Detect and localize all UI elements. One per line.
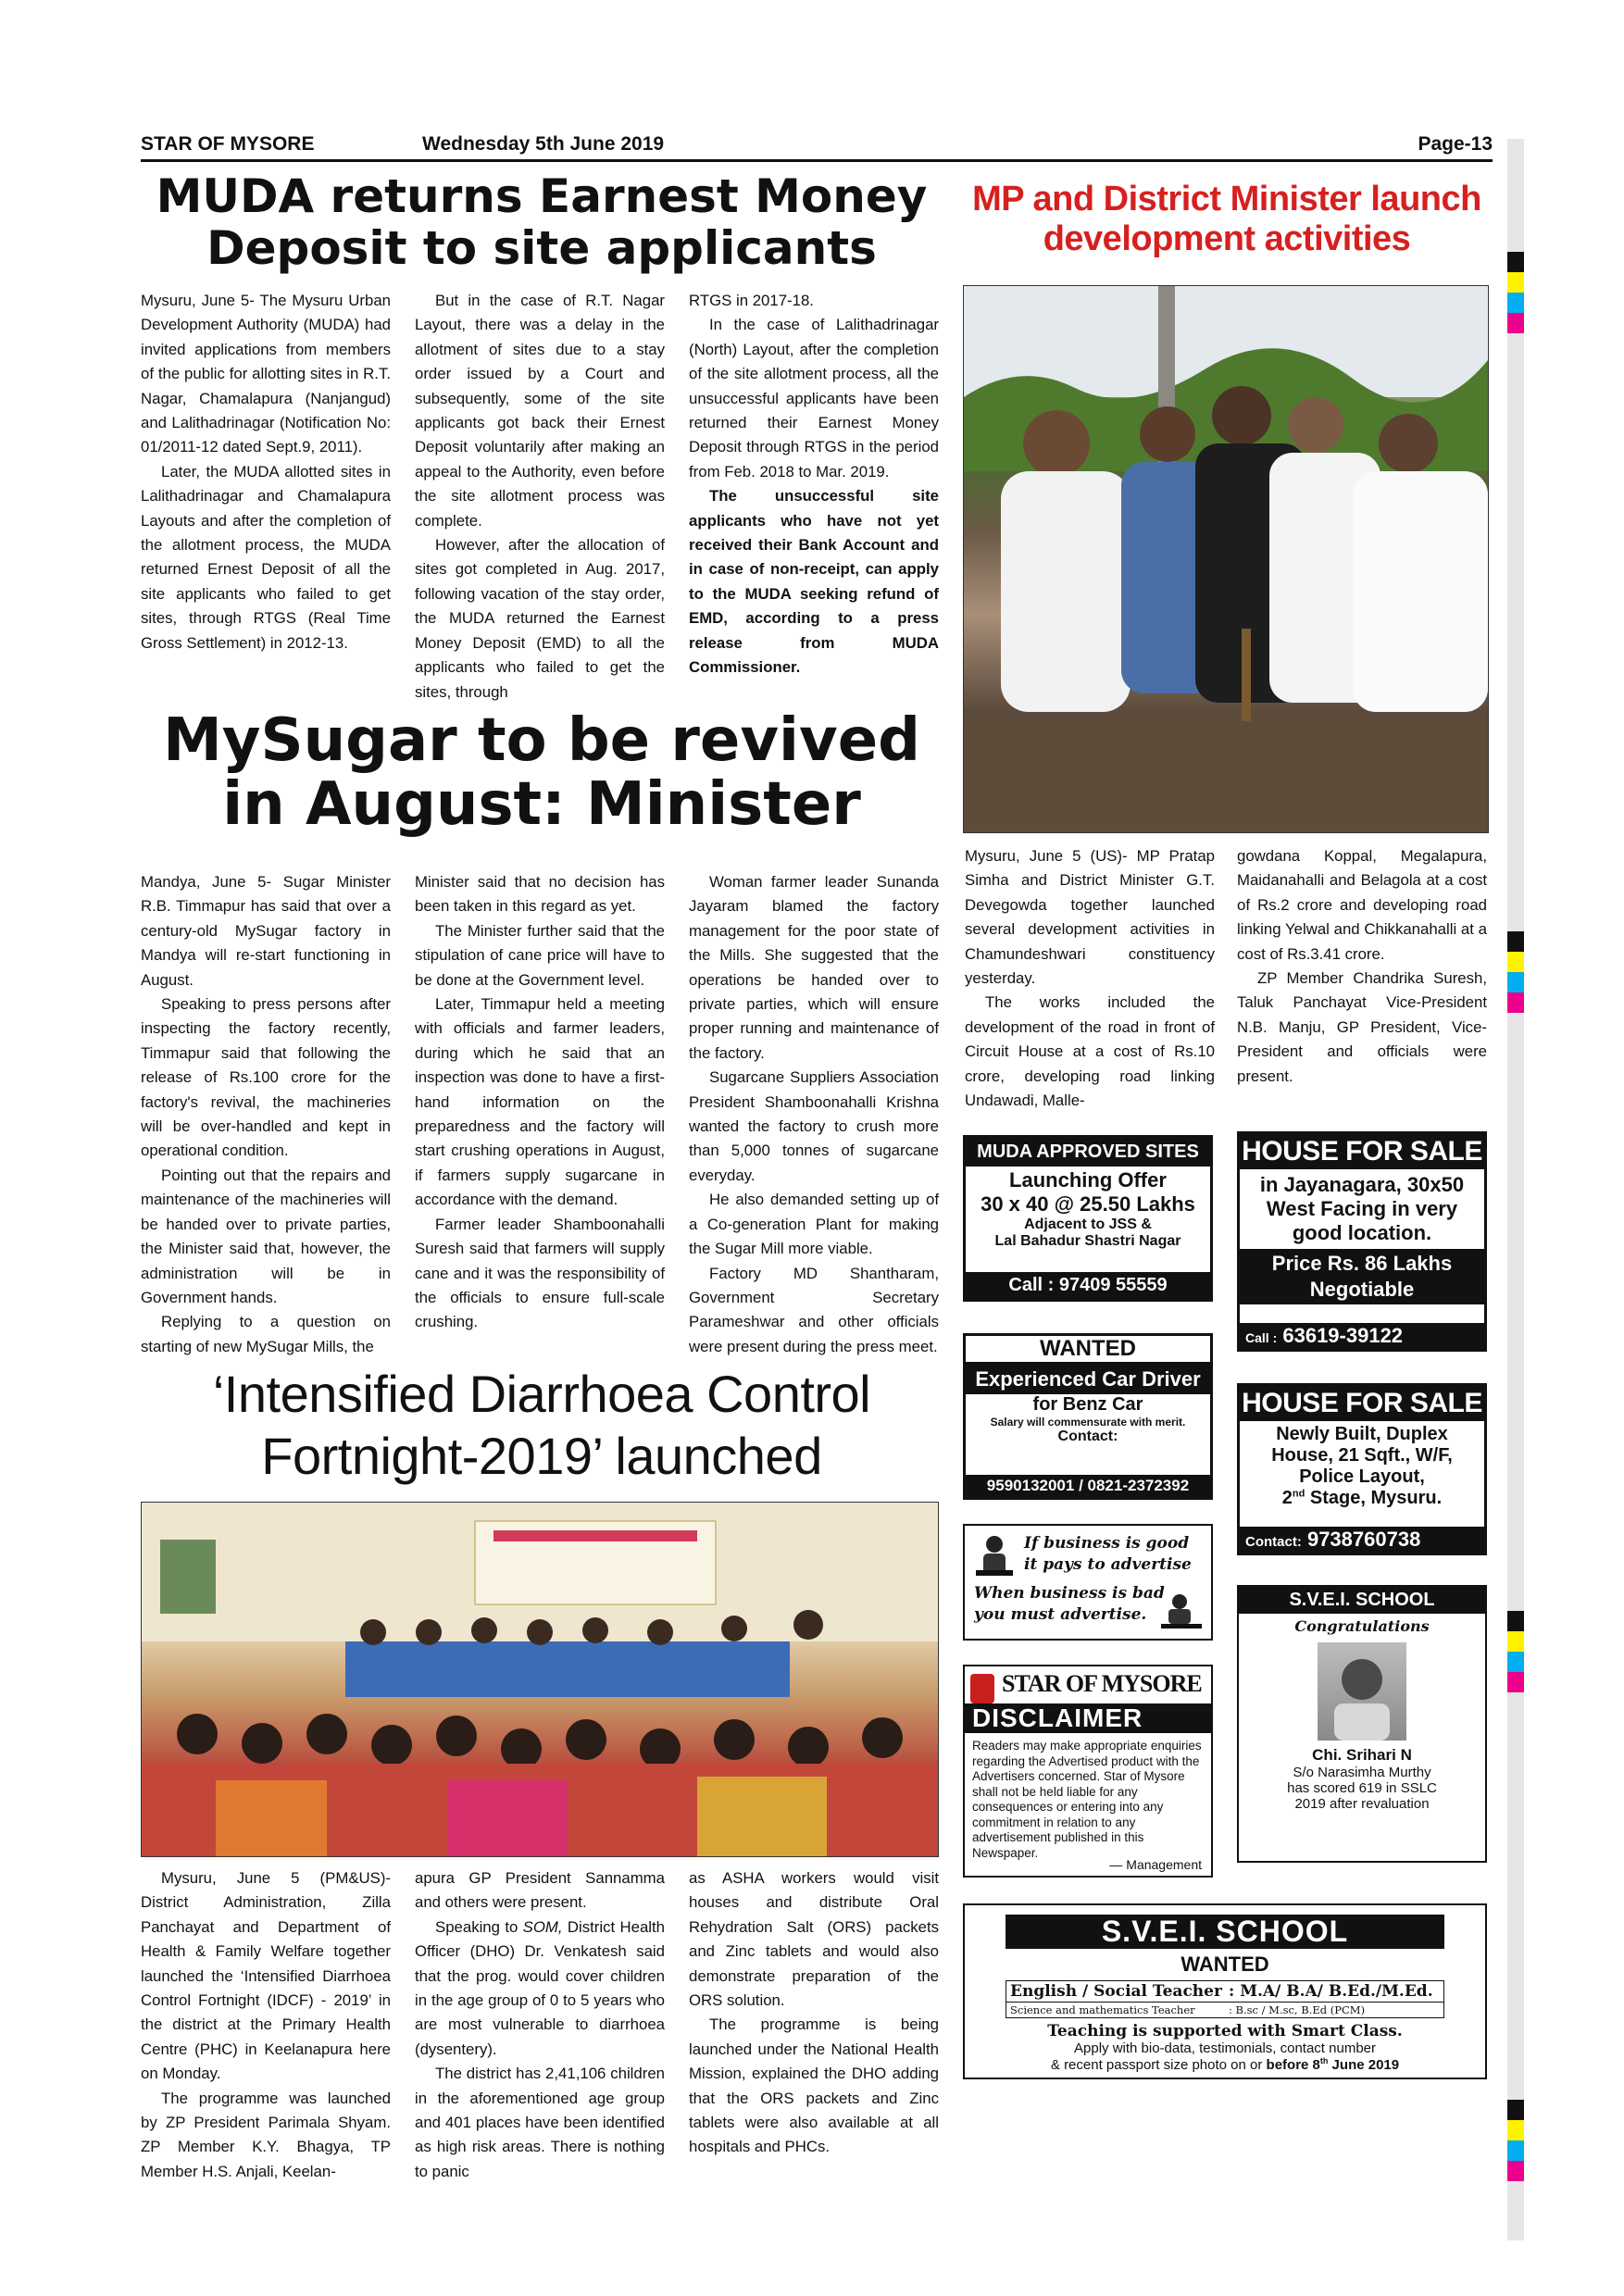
mp-photo: [963, 285, 1489, 833]
page-header: [141, 131, 1493, 162]
idcf-column-2: apura GP President Sannamma and others were present. Speaking to SOM, District Health Officer (DHO) Dr. Venkatesh said that the prog. would cover children in the age group of 0 to 5 years who are most vulnerable to diarrhoea (dysentery). The district has 2,41,106 children in the aforementioned age group and 401 places have been identified as high risk areas. There is nothing to panic: [415, 1869, 666, 2180]
muda-headline: MUDA returns Earnest Money Deposit to site applicants: [156, 169, 928, 275]
star-logo-icon: [970, 1674, 994, 1703]
ad-wanted-driver: WANTED Experienced Car Driver for Benz Car Salary will commensurate with merit. Contact: 9590132001 / 0821-2372392: [963, 1333, 1213, 1500]
advertiser-figure-icon: [974, 1533, 1015, 1579]
meeting-illustration: [142, 1503, 938, 1856]
ad-svei-congratulations: S.V.E.I. SCHOOL Congratulations Chi. Srihari N S/o Narasimha Murthy has scored 619 in SSLC 2019 after revaluation: [1237, 1585, 1487, 1863]
registration-strip: [1507, 139, 1524, 2240]
mysugar-column-1: Mandya, June 5- Sugar Minister R.B. Timmapur has said that over a century-old MySugar factory in Mandya will re-start functioning in August. Speaking to press persons after inspecting the factory recently, Timmapur said that following the release of Rs.100 crore for the factory's revival, the machineries will be over-handled and kept in operational condition. Pointing out that the repairs and maintenance of the machineries will be handed over to private parties, the Minister said that, however, the administration will be in Government hands. Replying to a question on starting of new MySugar Mills, the: [141, 873, 391, 1355]
ad-house-police-layout: HOUSE FOR SALE Newly Built, Duplex House, 21 Sqft., W/F, Police Layout, 2nd Stage, Mysuru. Contact: 9738760738: [1237, 1383, 1487, 1555]
mp-headline: MP and District Minister launch development activities: [972, 180, 1481, 258]
issue-date: Wednesday 5th June 2019: [422, 133, 665, 155]
muda-column-2: But in the case of R.T. Nagar Layout, there was a delay in the allotment of sites due to a stay order issued by a Court and subsequently, some of the site applicants got back their Ernest Deposit voluntarily after making an appeal to the Authority, even before the site allotment process was complete. However, after the allocation of sites got completed in Aug. 2017, following vacation of the stay order, the MUDA returned the Earnest Money Deposit (EMD) to all the applicants who failed to get the sites, through: [415, 292, 665, 701]
mp-column-1: Mysuru, June 5 (US)- MP Pratap Simha and District Minister G.T. Devegowda together launched several development activities in Chamundeshwari constituency yesterday. The works included the development of the road in front of Circuit House at a cost of Rs.10 crore, developing road linking Undawadi, Malle-: [965, 847, 1215, 1110]
idcf-headline: ‘Intensified Diarrhoea Control Fortnight-2019’ launched: [212, 1365, 871, 1486]
idcf-column-1: Mysuru, June 5 (PM&US)- District Administration, Zilla Panchayat and Department of Health & Family Welfare together launched the ‘Intensified Diarrhoea Control Fortnight (IDCF) - 2019’ in the district at the Primary Health Centre (PHC) in Keelanapura here on Monday. The programme was launched by ZP President Parimala Shyam. ZP Member K.Y. Bhagya, TP Member H.S. Anjali, Keelan-: [141, 1869, 391, 2180]
worried-figure-icon: [1161, 1592, 1202, 1629]
people-illustration: [964, 286, 1488, 832]
mysugar-headline: MySugar to be revived in August: Minister: [163, 706, 920, 840]
ad-svei-wanted: S.V.E.I. SCHOOL WANTED English / Social Teacher : M.A/ B.A/ B.Ed./M.Ed. Science and mathematics Teacher : B.sc / M.sc, B.Ed (PCM) Teaching is supported with Smart Class. Apply with bio-data, testimonials, contact number & recent passport size photo on or before 8th June 2019: [963, 1903, 1487, 2079]
disclaimer-box: STAR OF MYSORE DISCLAIMER Readers may make appropriate enquiries regarding the Advertised product with the Advertisers concerned. Star of Mysore shall not be held liable for any consequences or entering into any commitment in relation to any advertisement published in this Newspaper. — Management: [963, 1665, 1213, 1878]
ad-house-jayanagara: HOUSE FOR SALE in Jayanagara, 30x50 West Facing in very good location. Price Rs. 86 Lakhs Negotiable Call : 63619-39122: [1237, 1131, 1487, 1352]
page-number: Page-13: [1418, 133, 1493, 155]
mp-column-2: gowdana Koppal, Megalapura, Maidanahalli and Belagola at a cost of Rs.2 crore and developing road linking Yelwal and Chikkanahalli at a cost of Rs.3.41 crore. ZP Member Chandrika Suresh, Taluk Panchayat Vice-President N.B. Manju, GP President, Vice-President and officials were present.: [1237, 847, 1487, 1085]
paper-name: STAR OF MYSORE: [141, 133, 315, 155]
muda-column-3: RTGS in 2017-18. In the case of Lalithadrinagar (North) Layout, after the completion of the site allotment process, all the unsuccessful applicants have been returned their Earnest Money Deposit through RTGS in the period from Feb. 2018 to Mar. 2019. The unsuccessful site applicants who have not yet received their Bank Account and in case of non-receipt, can apply to the MUDA seeking refund of EMD, according to a press release from MUDA Commissioner.: [689, 292, 939, 677]
ad-muda-sites: MUDA APPROVED SITES Launching Offer 30 x 40 @ 25.50 Lakhs Adjacent to JSS & Lal Bahadur Shastri Nagar Call : 97409 55559: [963, 1135, 1213, 1302]
ad-business-advertise: If business is good it pays to advertise When business is bad you must advertise.: [963, 1524, 1213, 1641]
idcf-column-3: as ASHA workers would visit houses and distribute Oral Rehydration Salt (ORS) packets and Zinc tablets and would also demonstrate preparation of the ORS solution. The programme is being launched under the National Health Mission, explained the DHO adding that the ORS packets and Zinc tablets were also available at all hospitals and PHCs.: [689, 1869, 939, 2156]
idcf-photo: [141, 1502, 939, 1857]
mysugar-column-3: Woman farmer leader Sunanda Jayaram blamed the factory management for the poor state of the Mills. She suggested that the operations be handed over to private parties, which will ensure proper running and maintenance of the factory. Sugarcane Suppliers Association President Shamboonahalli Krishna wanted the factory to crush more than 5,000 tonnes of sugarcane everyday. He also demanded setting up of a Co-generation Plant for making the Sugar Mill more viable. Factory MD Shantharam, Government Secretary Parameshwar and other officials were present during the press meet.: [689, 873, 939, 1355]
muda-column-1: Mysuru, June 5- The Mysuru Urban Development Authority (MUDA) had invited applications from members of the public for allotting sites in R.T. Nagar, Chamalapura (Nanjangud) and Lalithadrinagar (Notification No: 01/2011-12 dated Sept.9, 2011). Later, the MUDA allotted sites in Lalithadrinagar and Chamalapura Layouts and after the completion of the allotment process, the MUDA returned Ernest Deposit of all the site applicants who failed to get sites, through RTGS (Real Time Gross Settlement) in 2012-13.: [141, 292, 391, 652]
mysugar-column-2: Minister said that no decision has been taken in this regard as yet. The Minister further said that the stipulation of cane price will have to be done at the Government level. Later, Timmapur held a meeting with officials and farmer leaders, during which he said that an inspection was done to have a first-hand information on the preparedness and the factory will start crushing operations in August, if farmers supply sugarcane in accordance with the demand. Farmer leader Shamboonahalli Suresh said that farmers will supply cane and it was the responsibility of the officials to ensure full-scale crushing.: [415, 873, 665, 1331]
student-photo: [1318, 1642, 1406, 1741]
